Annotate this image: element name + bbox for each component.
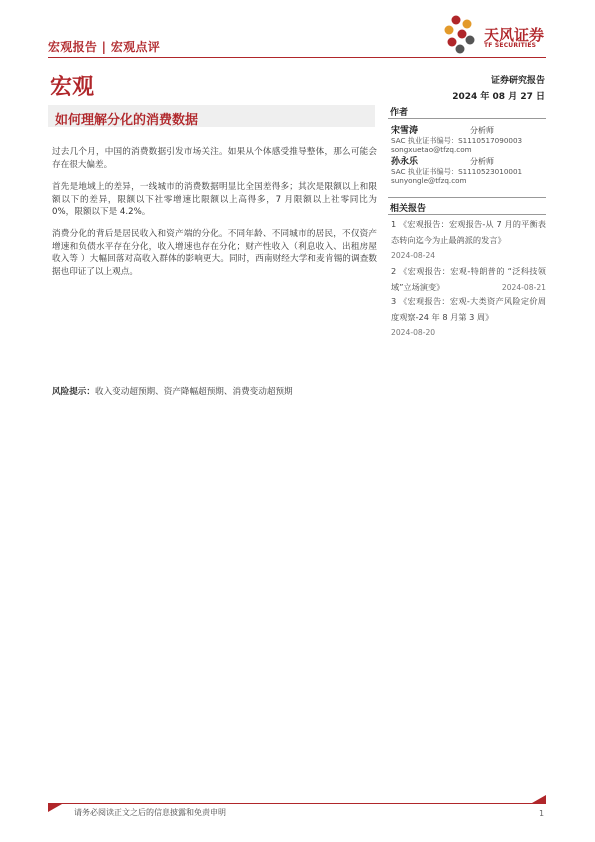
footer-left-corner-icon bbox=[48, 804, 62, 812]
related-heading: 相关报告 bbox=[390, 204, 427, 214]
author-email[interactable]: sunyongle@tfzq.com bbox=[391, 176, 467, 185]
risk-warning bbox=[52, 385, 293, 397]
related-report-title[interactable]: 1 《宏观报告：宏观报告-从 7 月的平衡表态转向迄今为止最鸽派的发言》 bbox=[391, 219, 546, 245]
author-role: 分析师 bbox=[470, 126, 494, 135]
section-title: 宏观 bbox=[50, 75, 95, 100]
author-sac-id: SAC 执业证书编号：S1110517090003 bbox=[391, 136, 523, 145]
related-report-date: 2024-08-24 bbox=[391, 251, 436, 260]
paragraph-text: 首先是地域上的差异，一线城市的消费数据明显比全国差得多；其次是限额以上和限额以下的差异，限额以下社零增速比限额以上高得多，7 月限额以上社零同比为 0%，限额以下是 4.2%。 bbox=[52, 182, 377, 218]
footer-right-corner-icon bbox=[532, 795, 546, 803]
logo-english-name: TF SECURITIES bbox=[484, 42, 537, 49]
footer-divider bbox=[48, 803, 546, 804]
related-report-item[interactable] bbox=[391, 293, 546, 341]
footer-disclaimer: 请务必阅读正文之后的信息披露和免责申明 bbox=[74, 808, 226, 817]
authors-heading: 作者 bbox=[390, 108, 409, 118]
related-top-divider bbox=[388, 197, 546, 198]
report-date: 2024 年 08 月 27 日 bbox=[452, 92, 545, 102]
tf-securities-logo-icon bbox=[440, 14, 480, 56]
body-paragraph bbox=[52, 146, 377, 171]
author-name: 孙永乐 bbox=[391, 157, 419, 167]
related-report-title[interactable]: 3 《宏观报告：宏观-大类资产风险定价周度观察-24 年 8 月第 3 周》 bbox=[391, 296, 546, 322]
risk-label: 风险提示： bbox=[52, 387, 95, 397]
header-divider bbox=[48, 57, 546, 58]
related-report-title[interactable]: 2 《宏观报告：宏观-特朗普的 “泛科技领域”立场演变》 bbox=[391, 266, 546, 292]
paragraph-text: 消费分化的背后是居民收入和资产端的分化。不同年龄、不同城市的居民，不仅资产增速和负债水平存在分化，收入增速也存在分化；财产性收入（利息收入、出租房屋收入等 ）大幅回落对高收入群体的影响更大。同时，西南财经大学和麦肯锡的调查数据也印证了以上观点。 bbox=[52, 229, 377, 277]
report-type: 证券研究报告 bbox=[490, 76, 545, 86]
report-category: 宏观报告 | 宏观点评 bbox=[48, 40, 161, 54]
headline: 如何理解分化的消费数据 bbox=[55, 113, 199, 128]
related-divider bbox=[388, 214, 546, 215]
paragraph-text: 过去几个月，中国的消费数据引发市场关注。如果从个体感受推导整体，那么可能会存在很大偏差。 bbox=[52, 147, 377, 170]
author-sac-id: SAC 执业证书编号：S1110523010001 bbox=[391, 167, 523, 176]
risk-text: 收入变动超预期、资产降幅超预期、消费变动超预期 bbox=[94, 387, 293, 397]
authors-divider bbox=[388, 118, 546, 119]
related-report-item[interactable] bbox=[391, 216, 546, 264]
body-paragraph bbox=[52, 181, 377, 219]
body-paragraph bbox=[52, 228, 377, 278]
author-email[interactable]: songxuetao@tfzq.com bbox=[391, 145, 472, 154]
author-role: 分析师 bbox=[470, 157, 494, 166]
related-report-date: 2024-08-20 bbox=[391, 328, 436, 337]
logo-name: 天风证券 bbox=[484, 26, 545, 44]
author-name: 宋雪涛 bbox=[391, 126, 419, 136]
page-number: 1 bbox=[539, 809, 545, 818]
related-report-date: 2024-08-21 bbox=[501, 283, 546, 292]
